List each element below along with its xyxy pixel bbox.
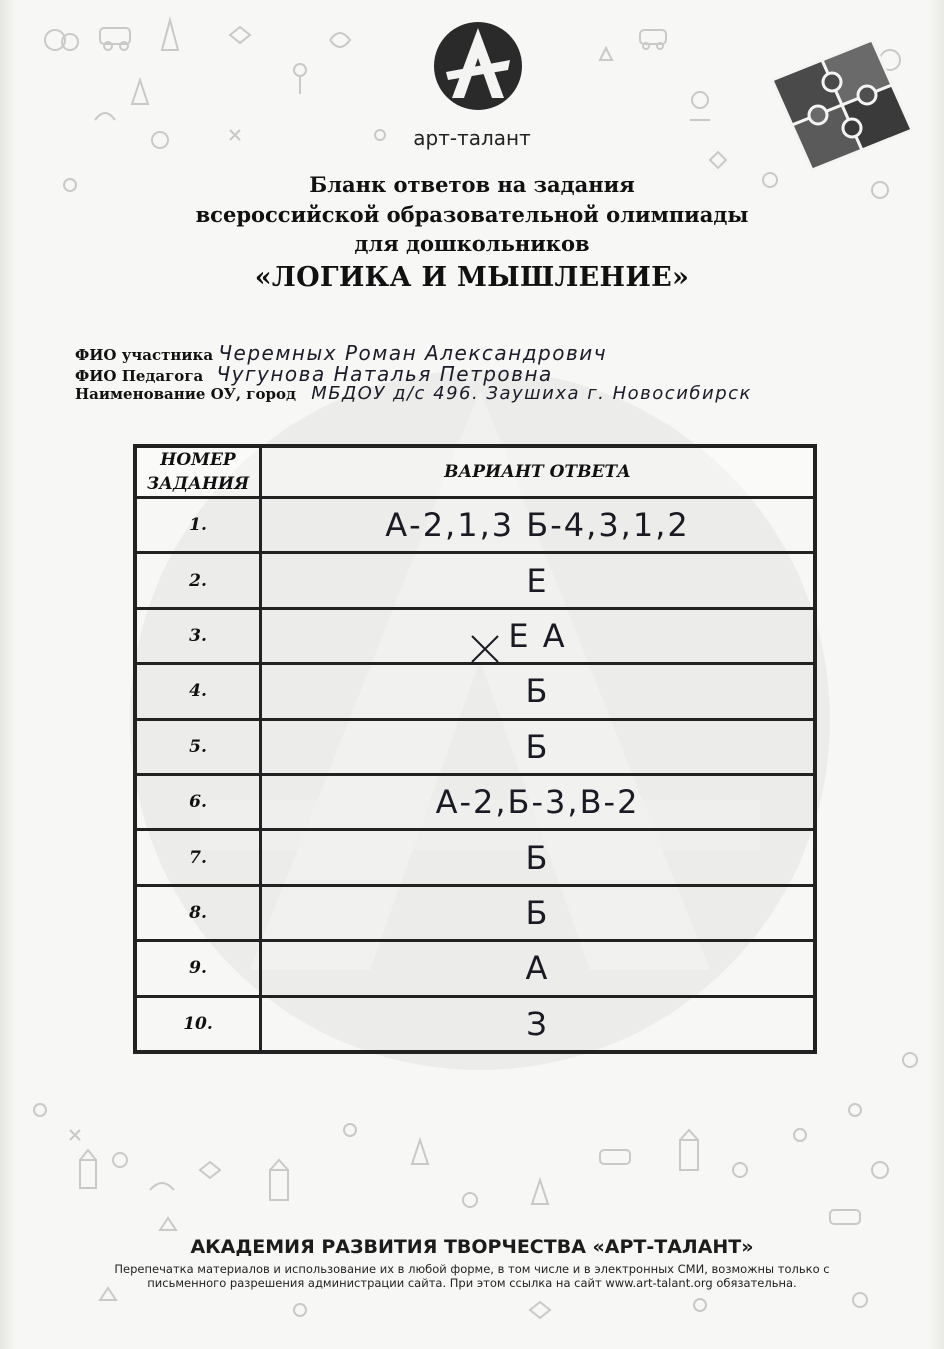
title-line-3: для дошкольников [354,231,590,256]
task-number: 5. [135,719,261,774]
task-number: 4. [135,664,261,719]
school-field [75,383,752,404]
table-row [135,498,815,553]
answer-cell: Б [261,830,816,885]
task-number: 7. [135,830,261,885]
art-talant-logo-icon [432,20,524,112]
table-row [135,553,815,608]
table-row [135,664,815,719]
answer-cell: З [261,996,816,1052]
answer-cell: А-2,1,3 Б-4,3,1,2 [261,498,816,553]
strike-mark-icon [470,632,500,666]
participant-label: ФИО участника [75,346,214,364]
answer-cell: Б [261,719,816,774]
puzzle-icon [742,20,922,190]
brand-name: арт-талант [413,126,531,150]
school-label: Наименование ОУ, город [75,385,296,403]
title-line-1: Бланк ответов на задания [309,172,635,197]
answers-table [133,444,817,1054]
column-header-answer: ВАРИАНТ ОТВЕТА [261,446,816,498]
table-row [135,941,815,996]
school-value: МБДОУ д/с 496. Заушиха г. Новосибирск [311,383,752,404]
table-row [135,719,815,774]
teacher-label: ФИО Педагога [75,367,204,385]
task-number: 9. [135,941,261,996]
participant-value: Черемных Роман Александрович [218,341,608,365]
task-number: 6. [135,774,261,829]
answer-cell: Б [261,664,816,719]
table-row [135,996,815,1052]
answer-cell: А-2,Б-3,В-2 [261,774,816,829]
table-row [135,830,815,885]
table-row [135,774,815,829]
academy-name: АКАДЕМИЯ РАЗВИТИЯ ТВОРЧЕСТВА «АРТ-ТАЛАНТ» [190,1236,754,1258]
answer-cell: Б [261,885,816,940]
task-number: 2. [135,553,261,608]
answer-cell: А [261,941,816,996]
answer-cell: Е [261,553,816,608]
table-row [135,885,815,940]
task-number: 1. [135,498,261,553]
task-number: 10. [135,996,261,1052]
task-number: 3. [135,608,261,663]
copyright-notice: Перепечатка материалов и использование их в любой форме, в том числе и в электронных СМИ, возможны только с письменного разрешения администрации сайта. При этом ссылка на сайт www.art-talant.org обязательна. [114,1262,830,1290]
table-header-row [135,446,815,498]
olympiad-name: «ЛОГИКА И МЫШЛЕНИЕ» [254,262,690,293]
title-line-2: всероссийской образовательной олимпиады [195,202,749,227]
task-number: 8. [135,885,261,940]
answer-cell: Е А [261,608,816,663]
teacher-value: Чугунова Наталья Петровна [216,362,553,386]
column-header-number: НОМЕР ЗАДАНИЯ [135,446,261,498]
